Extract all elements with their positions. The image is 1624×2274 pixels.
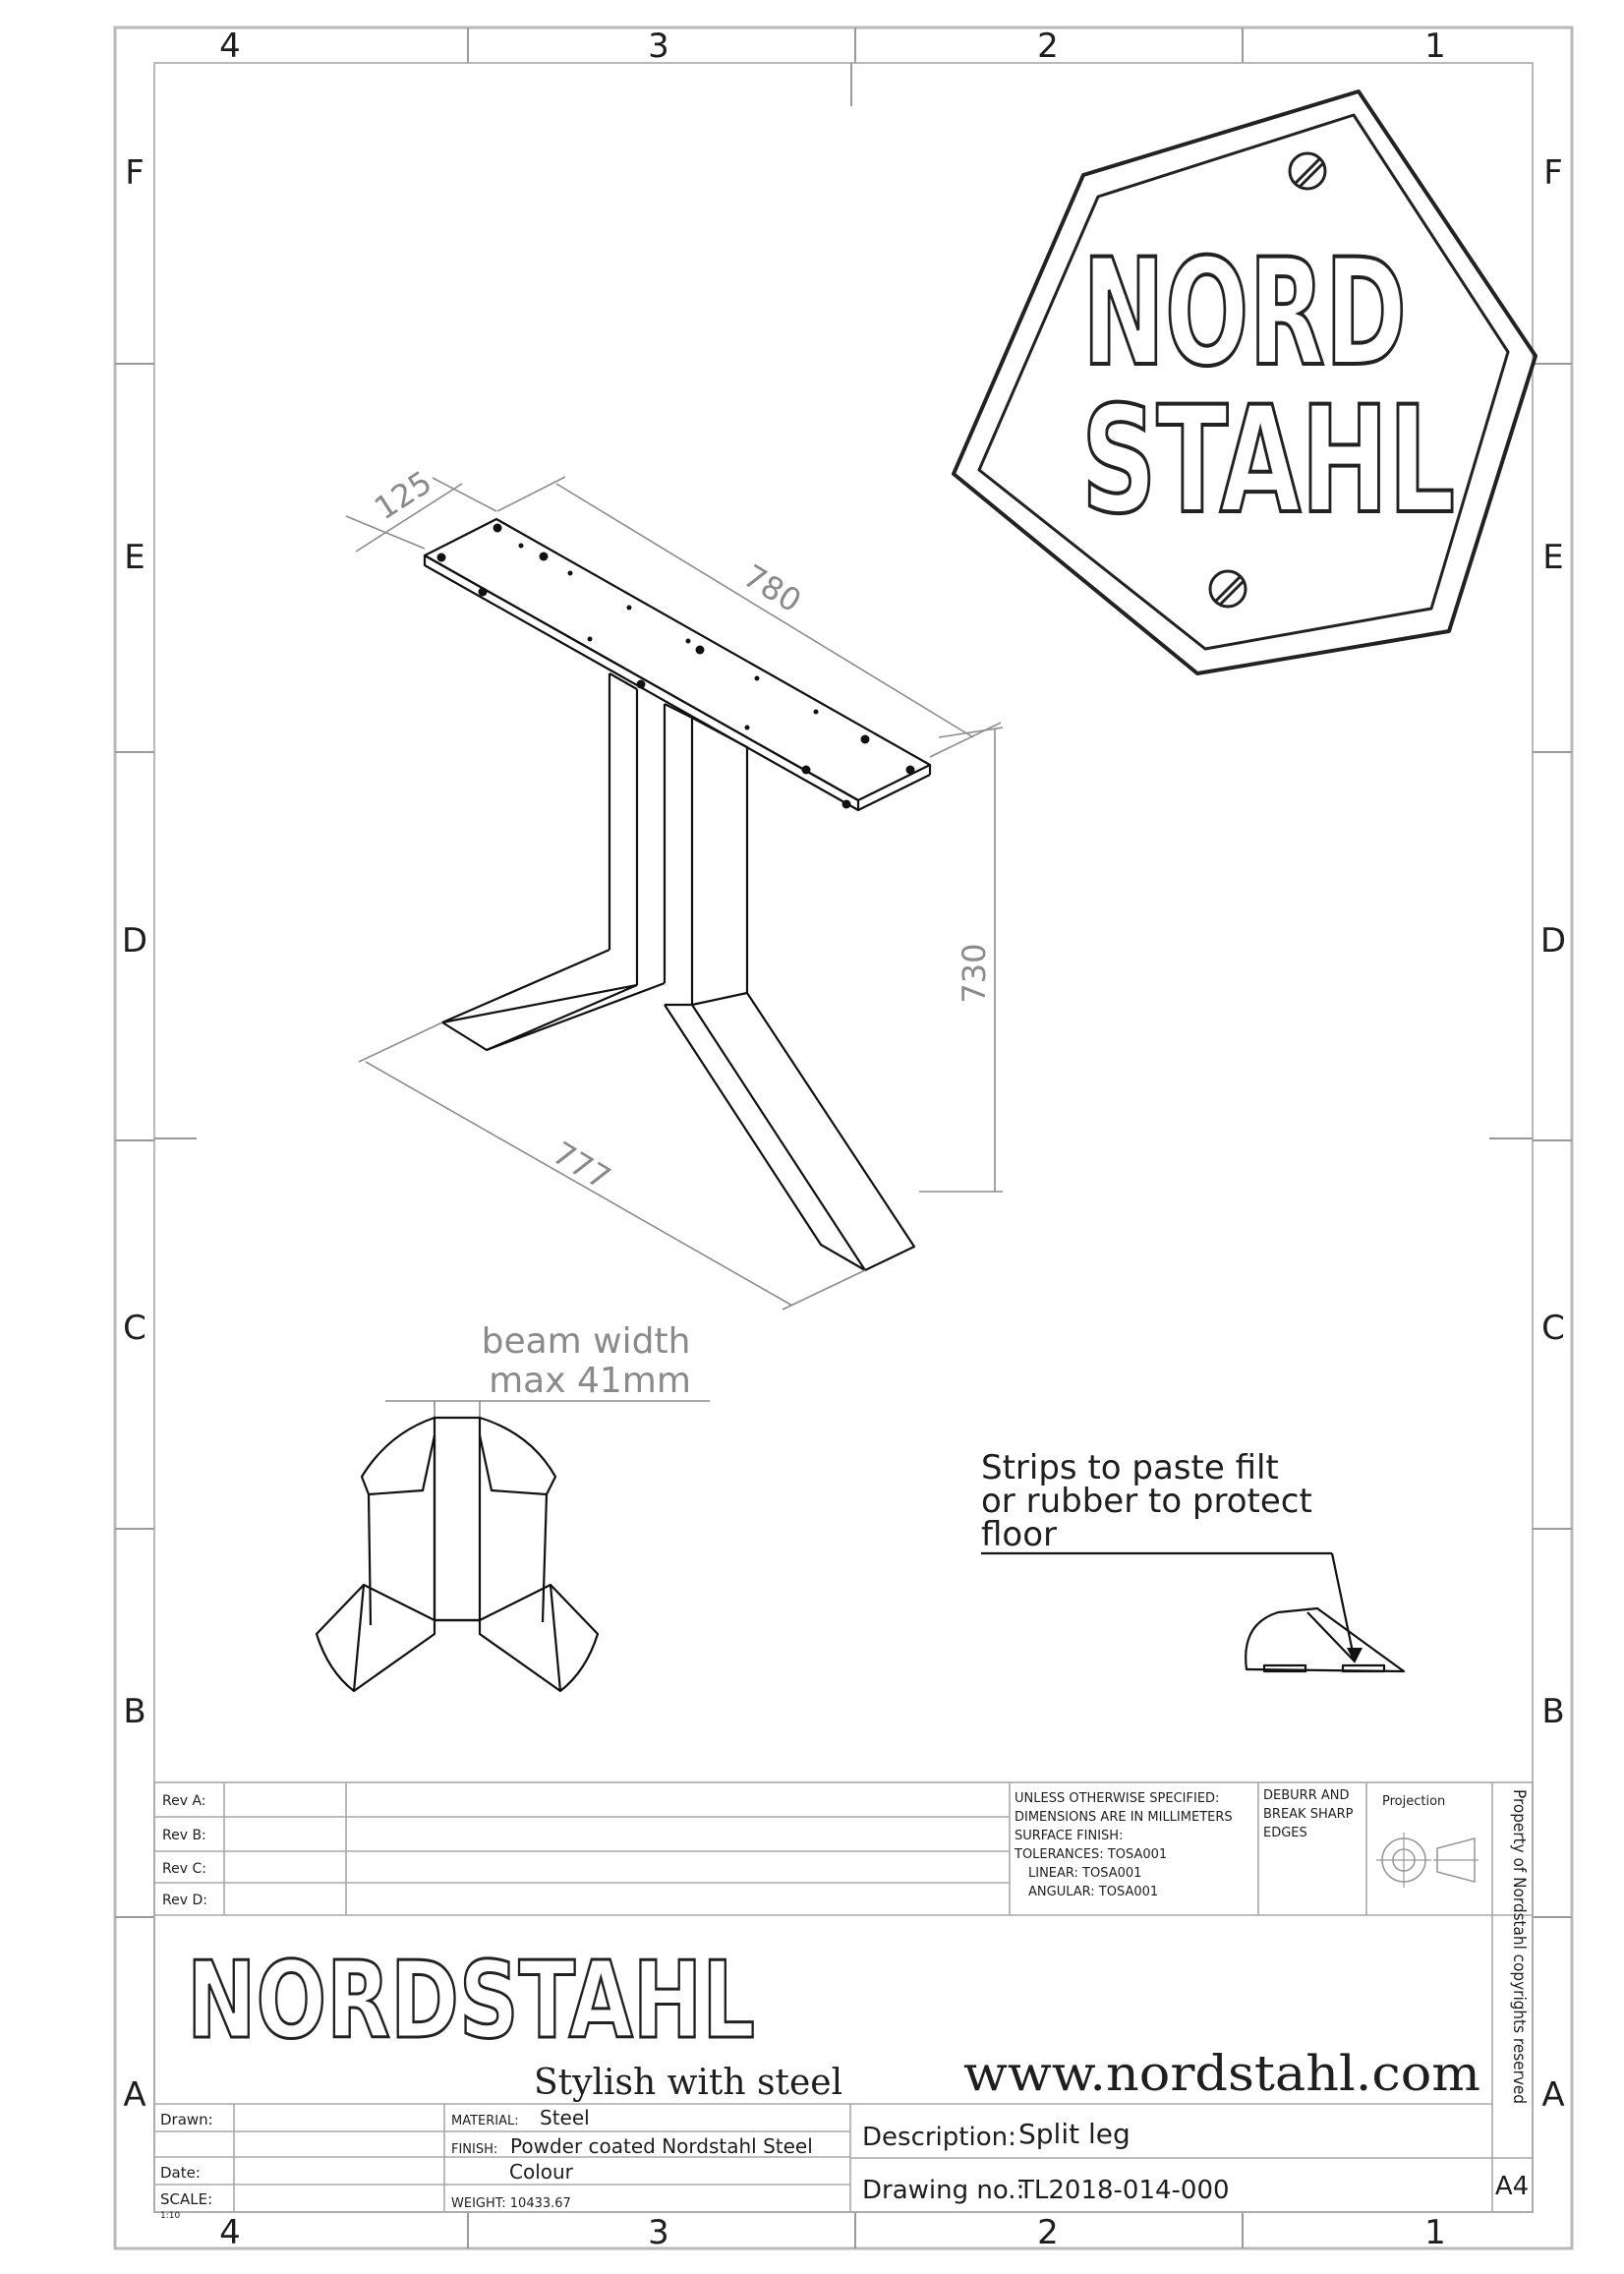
screw-icon [1210,571,1246,607]
spec-line-2: DIMENSIONS ARE IN MILLIMETERS [1015,1810,1233,1825]
scale-value: 1:10 [160,2211,181,2221]
rev-c-label: Rev C: [162,1861,206,1877]
description-value: Split leg [1018,2118,1131,2150]
mounting-holes [437,524,915,809]
dimension-length-label: 780 [736,556,808,620]
dimension-base-label: 777 [546,1134,617,1197]
general-notes [1014,1788,1445,1899]
projection-label: Projection [1382,1794,1446,1809]
zone-row-c-left: C [123,1309,146,1348]
zone-row-e-left: E [124,538,145,577]
strip-note-line2: or rubber to protect [981,1482,1312,1521]
zone-row-d-right: D [1539,921,1567,961]
drawn-label: Drawn: [160,2111,213,2128]
zone-col-2-bottom: 2 [1037,2213,1059,2252]
spec-line-4: TOLERANCES: TOSA001 [1015,1847,1168,1862]
zone-row-c-right: C [1541,1309,1565,1348]
logo-text-stahl: STAHL [1081,376,1455,547]
zone-row-f-right: F [1543,153,1563,193]
title-block-fields [160,2106,1529,2221]
finish-value-line2: Colour [509,2160,573,2184]
zone-col-4-bottom: 4 [219,2213,241,2252]
deburr-line-1: DEBURR AND [1263,1788,1350,1803]
isometric-split-leg-view [425,519,930,1270]
scale-label: SCALE: [160,2190,213,2208]
zone-row-f-left: F [125,153,145,193]
rev-a-label: Rev A: [162,1793,206,1809]
dimension-lines [346,477,1003,1310]
description-label: Description: [862,2123,1016,2152]
brand-block [187,1940,1480,2103]
finish-label: FINISH: [451,2142,498,2157]
drawing-number-label: Drawing no.: [862,2176,1025,2205]
material-value: Steel [540,2106,590,2129]
finish-value-line1: Powder coated Nordstahl Steel [510,2134,813,2158]
drawing-number-value: TL2018-014-000 [1018,2176,1230,2205]
strip-note-line1: Strips to paste filt [981,1448,1279,1487]
dimension-height-label: 730 [956,943,993,1004]
strip-note-line3: floor [981,1515,1057,1554]
beam-note-line1: beam width [481,1321,691,1362]
zone-row-b-right: B [1541,1692,1565,1731]
dimension-width-label: 125 [368,463,438,528]
zone-row-a-right: A [1541,2075,1565,2115]
logo-text-nord: NORD [1082,228,1407,399]
zone-col-1-bottom: 1 [1424,2213,1446,2252]
brand-tagline: Stylish with steel [534,2063,843,2103]
zone-row-d-left: D [121,921,148,961]
material-label: MATERIAL: [451,2114,519,2128]
screw-icon [1290,153,1325,189]
dimension-values [368,463,993,1196]
weight-value: WEIGHT: 10433.67 [451,2196,571,2211]
sheet-size: A4 [1494,2172,1530,2201]
date-label: Date: [160,2164,201,2182]
zone-col-2-top: 2 [1037,27,1059,66]
spec-line-3: SURFACE FINISH: [1015,1829,1124,1843]
brand-wordmark: NORDSTAHL [187,1940,755,2063]
zone-col-1-top: 1 [1424,27,1446,66]
zone-col-3-bottom: 3 [648,2213,669,2252]
deburr-line-3: EDGES [1263,1826,1307,1840]
zone-row-e-right: E [1542,538,1564,577]
brand-website: www.nordstahl.com [963,2045,1480,2102]
deburr-line-2: BREAK SHARP [1263,1807,1354,1822]
zone-col-4-top: 4 [219,27,241,66]
rev-b-label: Rev B: [162,1828,206,1843]
beam-note-line2: max 41mm [489,1361,691,1401]
nordstahl-hex-logo [954,91,1536,673]
spec-line-1: UNLESS OTHERWISE SPECIFIED: [1015,1791,1220,1806]
spec-line-5: LINEAR: TOSA001 [1028,1866,1142,1881]
zone-row-a-left: A [123,2075,146,2115]
beam-top-view [317,1321,710,1691]
spec-line-6: ANGULAR: TOSA001 [1028,1885,1159,1899]
zone-col-3-top: 3 [648,27,669,66]
rev-d-label: Rev D: [162,1893,207,1908]
copyright-notice: Property of Nordstahl copyrights reserved [1509,1789,1529,2140]
projection-symbol-icon [1376,1833,1479,1888]
zone-row-b-left: B [123,1692,146,1731]
felt-strip-detail [981,1448,1404,1671]
